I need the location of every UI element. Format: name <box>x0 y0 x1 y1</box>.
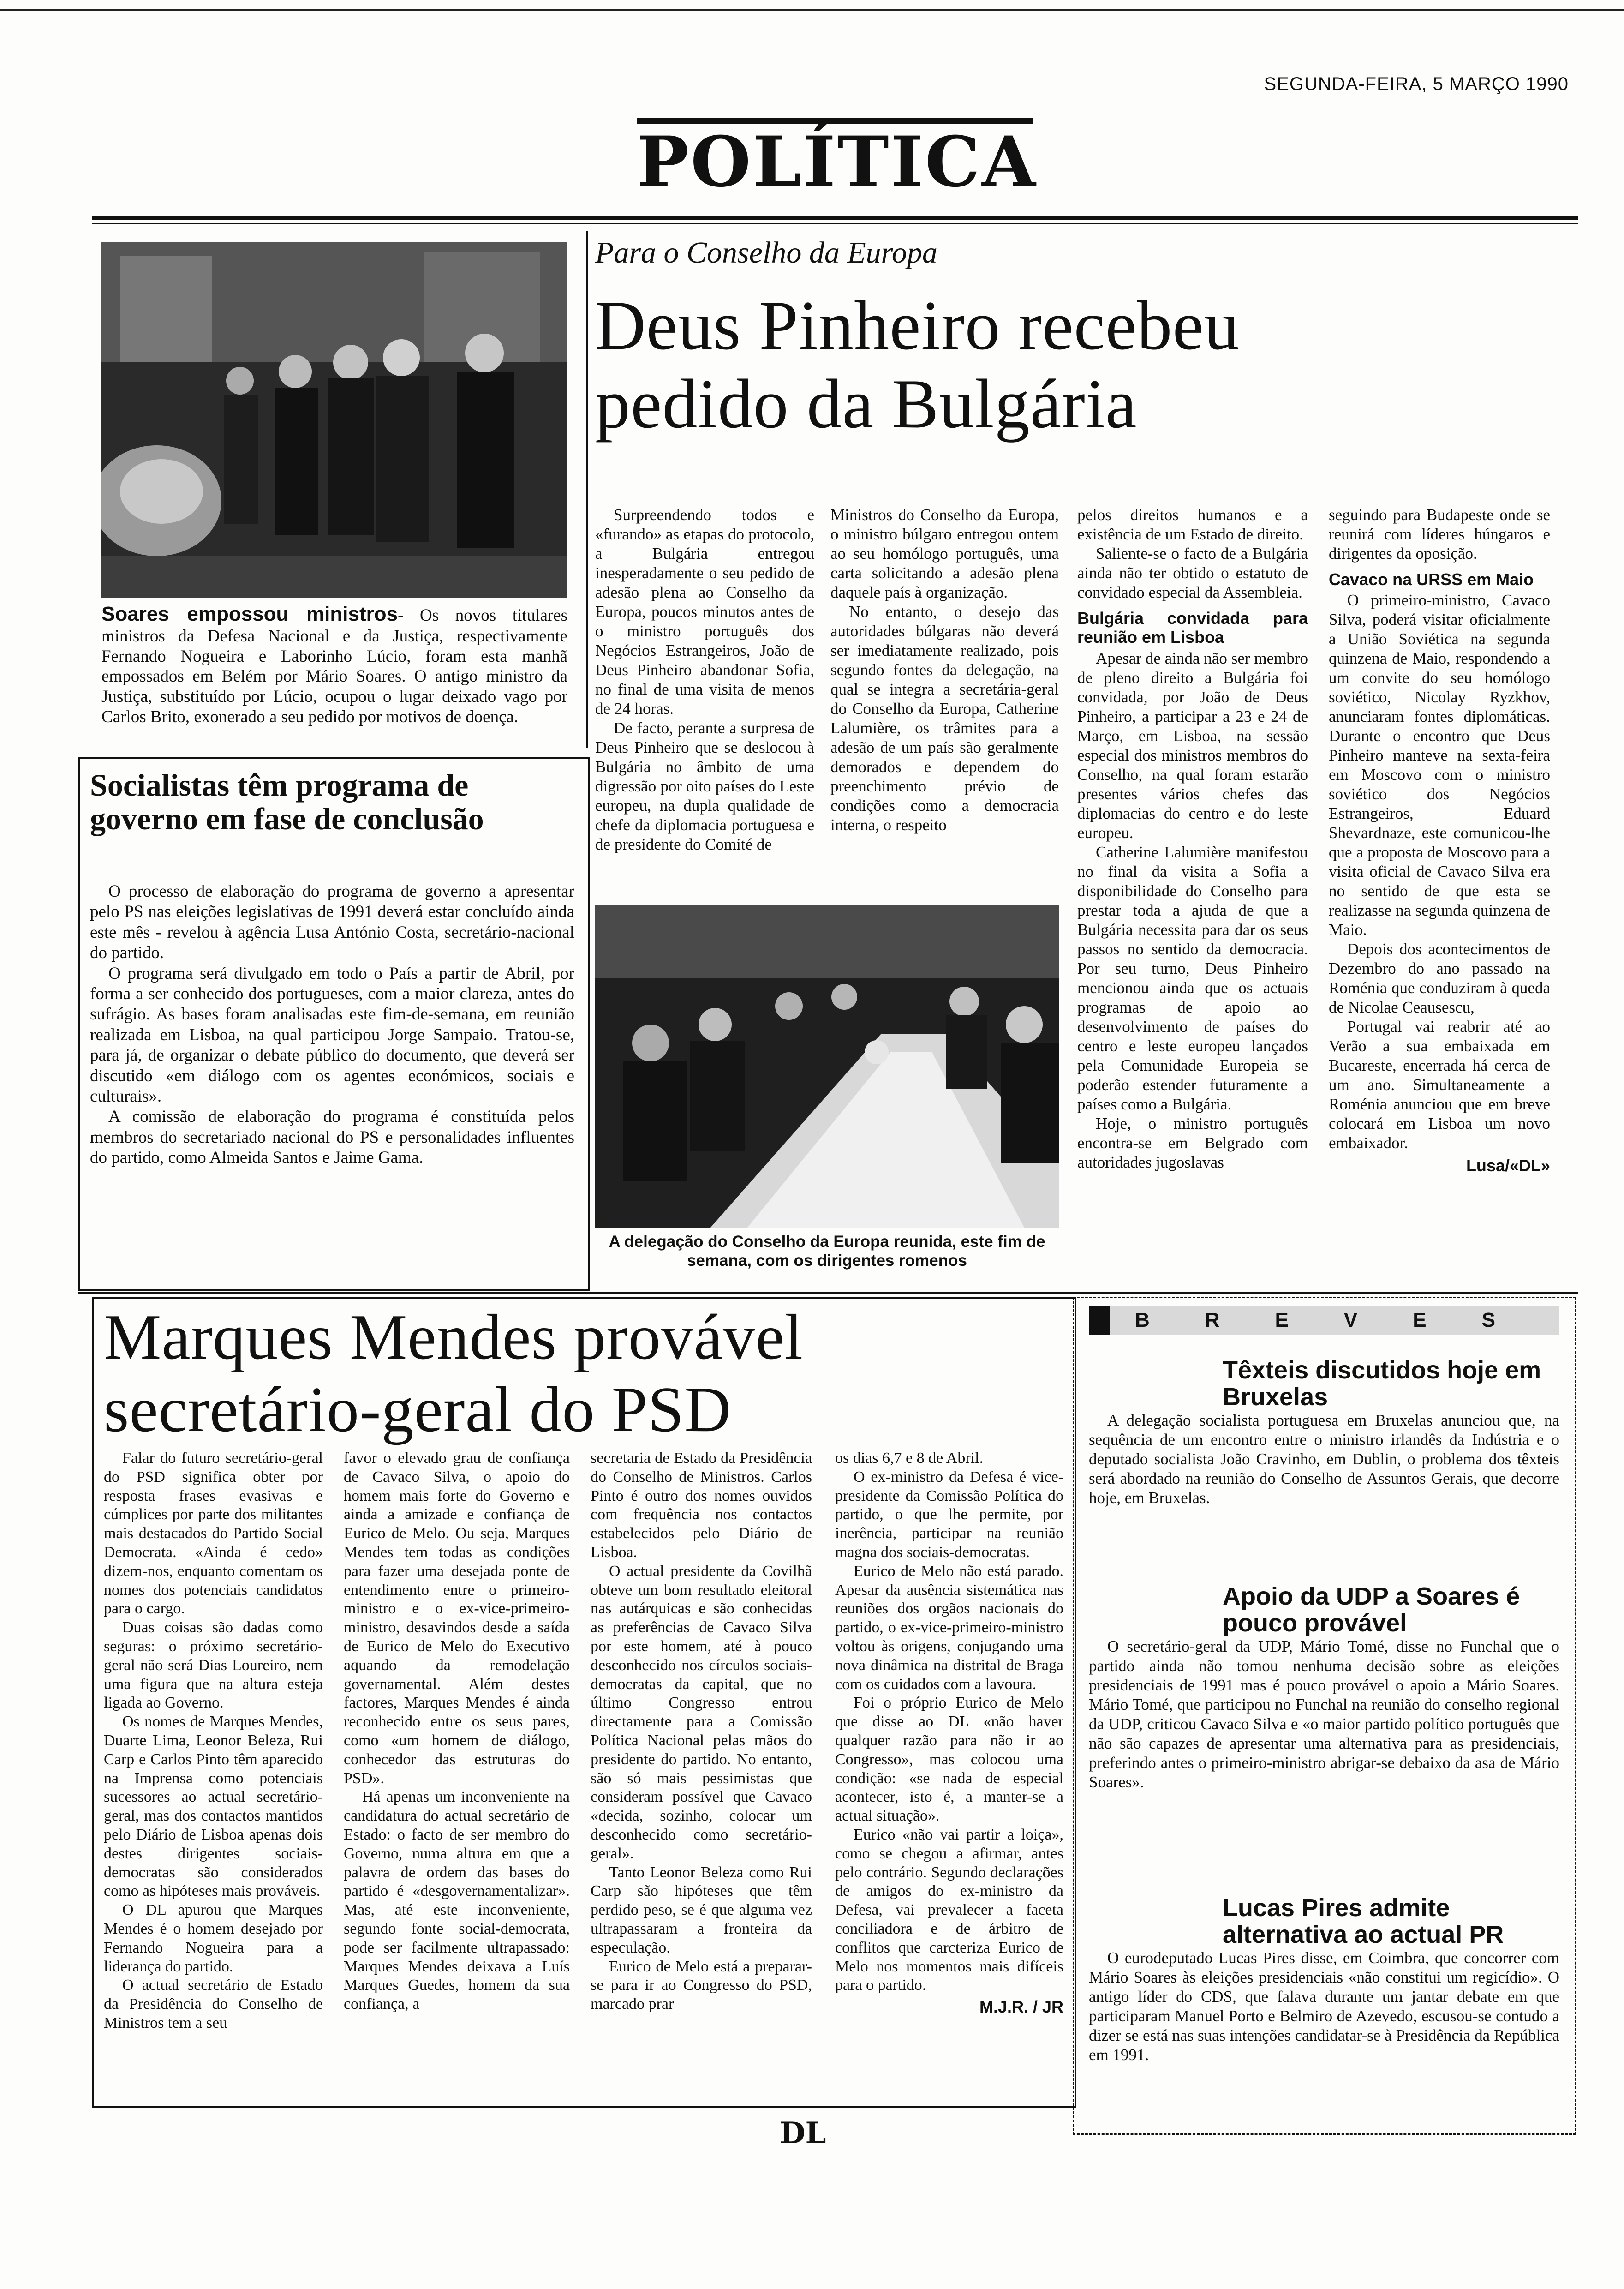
main-signature: Lusa/«DL» <box>1466 1156 1550 1175</box>
main-col3-p3: Apesar de ainda não ser membro de pleno direito a Bulgária foi convidada, por João de Deus Pinheiro, a participar a 23 e 24 de Março, em Lisboa, na sessão especial dos ministros membros do Conselho, na qual foram estarão presentes vários chefes das diplomacias do centro e do leste europeu. <box>1077 649 1308 842</box>
caption-title: Soares empossou ministros <box>102 603 398 625</box>
main-col3-p1: pelos direitos humanos e a existência de um Estado de direito. <box>1077 506 1308 543</box>
mendes-headline-line2: secretário-geral do PSD <box>104 1373 732 1445</box>
socialistas-p1: O processo de elaboração do programa de governo a apresentar pelo PS nas eleições legislativas de 1991 deverá estar concluído ainda este mês - revelou à agência Lusa António Costa, secretário-nacional do partido. <box>90 882 574 963</box>
header-rule-thin <box>92 223 1578 224</box>
main-col3-p4: Catherine Lalumière manifestou no final da visita a Sofia a disponibilidade do Conselho para prestar toda a ajuda de que a Bulgária necessita para dar os seus passos no sentido da democracia. Por seu turno, Deus Pinheiro mencionou ainda que os actuais programas de apoio ao desenvolvimento de países do centro e leste europeu lançados pela Comunidade Europeia se poderão estender futuramente a países como a Bulgária. <box>1077 843 1308 1113</box>
main-col1 <box>595 505 814 854</box>
socialistas-p2: O programa será divulgado em todo o País a partir de Abril, por forma a ser conhecido dos portugueses, com a maior clareza, antes do sufrágio. As bases foram analisadas este fim-de-semana, em reunião realizada em Lisboa, na qual participou Jorge Sampaio. Tratou-se, para já, de organizar o debate público do documento, que deverá ser discutido «em diálogo com os agentes económicos, sociais e culturais». <box>90 964 574 1106</box>
breve-3-text: O eurodeputado Lucas Pires disse, em Coimbra, que concorrer com Mário Soares às eleições presidenciais «não constitui um regicídio». O antigo líder do CDS, que falava durante um jantar debate em que participaram Manuel Porto e Belmiro de Azevedo, escusou-se contudo a dizer se está nas suas intenções candidatar-se à Presidência da República em 1991. <box>1089 1948 1559 2064</box>
mendes-col3-p3: Tanto Leonor Beleza como Rui Carp são hipóteses que têm perdido peso, se é que alguma vez ultrapassaram a fronteira da especulação. <box>591 1864 812 1956</box>
mendes-col2 <box>344 1449 570 2014</box>
breve-2-title: Apoio da UDP a Soares é pouco provável <box>1223 1582 1520 1637</box>
mendes-signature: M.J.R. / JR <box>979 1997 1063 2017</box>
photo-soares-ministros-image <box>102 242 567 598</box>
mendes-col1-p1: Falar do futuro secretário-geral do PSD significa obter por resposta frases evasivas e cúmplices por parte dos militantes mais destacados do Partido Social Democrata. «Ainda é cedo» dizem-nos, enquanto comentam os nomes dos potenciais candidatos para o cargo. <box>104 1450 323 1618</box>
mendes-col1 <box>104 1449 323 2033</box>
bottom-section-rule <box>78 1292 1578 1294</box>
photo-soares-ministros <box>102 242 567 598</box>
section-title: POLÍTICA <box>637 118 1033 199</box>
main-headline <box>595 286 1573 443</box>
mendes-col3-p1: secretaria de Estado da Presidência do Conselho de Ministros. Carlos Pinto é outro dos nomes ouvidos com frequência nos contactos estabelecidos pelo Diário de Lisboa. <box>591 1450 812 1561</box>
mendes-headline-line1: Marques Mendes provável <box>104 1301 803 1373</box>
mendes-col1-p2: Duas coisas são dadas como seguras: o próximo secretário-geral não será Dias Loureiro, nem uma figura que na altura esteja ligada ao Governo. <box>104 1619 323 1712</box>
main-col4-p3: Depois dos acontecimentos de Dezembro do ano passado na Roménia que conduziram à queda de Nicolae Ceausescu, <box>1329 940 1550 1017</box>
mendes-col1-p4: O DL apurou que Marques Mendes é o homem desejado por Fernando Nogueira para a liderança do partido. <box>104 1901 323 1975</box>
breve-item-3 <box>1089 1894 1559 2065</box>
main-col2-p1: Ministros do Conselho da Europa, o ministro búlgaro entregou ontem ao seu homólogo português, uma carta solicitando a adesão plena daquele país à organização. <box>830 506 1059 601</box>
main-col4-subhead: Cavaco na URSS em Maio <box>1329 570 1534 589</box>
breves-header: BREVES <box>1135 1309 1551 1331</box>
main-kicker: Para o Conselho da Europa <box>595 236 937 270</box>
main-col2 <box>830 505 1059 835</box>
mendes-col4-p1: os dias 6,7 e 8 de Abril. <box>835 1450 984 1467</box>
mendes-col3 <box>591 1449 812 2014</box>
mendes-col1-p5: O actual secretário de Estado da Presidência do Conselho de Ministros tem a seu <box>104 1977 323 2031</box>
breves-header-square <box>1089 1306 1110 1335</box>
main-headline-line1: Deus Pinheiro recebeu <box>595 287 1240 364</box>
breve-1-title: Têxteis discutidos hoje em Bruxelas <box>1223 1356 1541 1411</box>
main-col4 <box>1329 505 1550 1176</box>
mendes-col4-p4: Foi o próprio Eurico de Melo que disse ao DL «não haver qualquer razão para não ir ao Congresso», mas colocou uma condição: «se nada de especial acontecer, isto é, a manter-se a actual situação». <box>835 1694 1063 1825</box>
mendes-headline <box>104 1301 1063 1446</box>
caption-text: - Os novos titulares ministros da Defesa Nacional e da Justiça, respectivamente Fernando Nogueira e Laborinho Lúcio, foram esta manhã empossados em Belém por Mário Soares. O antigo ministro da Justiça, substituído por Lúcio, ocupou o lugar deixado vago por Carlos Brito, exonerado a seu pedido por motivos de doença. <box>102 606 568 726</box>
mendes-col4 <box>835 1449 1063 2017</box>
mendes-col1-p3: Os nomes de Marques Mendes, Duarte Lima, Leonor Beleza, Rui Carp e Carlos Pinto têm aparecido na Imprensa como potenciais sucessores ao actual secretário-geral, mas dos contactos mantidos pelo Diário de Lisboa apenas dois destes dirigentes sociais-democratas são considerados como as hipóteses mais prováveis. <box>104 1713 323 1900</box>
column-rule <box>586 231 588 748</box>
socialistas-body <box>90 881 574 1168</box>
main-col2-p2: No entanto, o desejo das autoridades búlgaras não deverá ser imediatamente realizado, pois segundo fontes da delegação, na qual se integra a secretária-geral do Conselho da Europa, Catherine Lalumière, os trâmites para a adesão de um país são geralmente demorados e dependem do preenchimento prévio de condições como a democracia interna, o respeito <box>830 603 1059 834</box>
main-col1-p1: Surpreendendo todos e «furando» as etapas do protocolo, a Bulgária entregou inesperadamente o seu pedido de adesão plena ao Conselho da Europa, poucos minutos antes de o ministro português dos Negócios Estrangeiros, João de Deus Pinheiro abandonar Sofia, no final de uma visita de menos de 24 horas. <box>595 506 814 718</box>
photo-delegacao-image <box>595 905 1059 1228</box>
dateline: SEGUNDA-FEIRA, 5 MARÇO 1990 <box>1264 74 1569 94</box>
main-col1-p2: De facto, perante a surpresa de Deus Pinheiro que se deslocou à Bulgária no âmbito de uma digressão por oito países do Leste europeu, na dupla qualidade de chefe da diplomacia portuguesa e de presidente do Comité de <box>595 719 814 853</box>
mendes-col2-p2: Há apenas um inconveniente na candidatura do actual secretário de Estado: o facto de ser membro do Governo, numa altura em que a palavra de ordem das bases do partido é «desgovernamentalizar». Mas, até este inconveniente, segundo fonte social-democrata, pode ser facilmente ultrapassado: Marques Mendes deixava a Luís Marques Guedes, homem da sua confiança, a <box>344 1788 570 2013</box>
mendes-col4-p5: Eurico «não vai partir a loiça», como se chegou a afirmar, antes pelo contrário. Segundo declarações de amigos do ex-ministro da Defesa, vai prevalecer a faceta conciliadora e de árbitro de conflitos que carcteriza Eurico de Melo nos momentos mais difíceis para o partido. <box>835 1826 1063 1994</box>
mendes-col2-p1: favor o elevado grau de confiança de Cavaco Silva, o apoio do homem mais forte do Governo e ainda a amizade e confiança de Eurico de Melo. Ou seja, Marques Mendes tem todas as condições para fazer uma desejada ponte de entendimento entre o primeiro-ministro e o ex-vice-primeiro-ministro, desavindos desde a saída de Eurico de Melo do Executivo aquando da remodelação governamental. Além destes factores, Marques Mendes é ainda reconhecido entre os seus pares, como «um homem de diálogo, conhecedor das estruturas do PSD». <box>344 1450 570 1787</box>
breve-1-text: A delegação socialista portuguesa em Bruxelas anunciou que, na sequência de um encontro entre o ministro irlandês da Indústria e o deputado socialista João Cravinho, em Dublin, o problema dos têxteis será abordado na reunião do Conselho de Assuntos Gerais, que decorre hoje, em Bruxelas. <box>1089 1411 1559 1507</box>
footer-logo: DL <box>780 2116 826 2151</box>
mendes-col3-p4: Eurico de Melo está a preparar-se para ir ao Congresso do PSD, marcado prar <box>591 1958 812 2013</box>
main-col3-p2: Saliente-se o facto de a Bulgária ainda não ter obtido o estatuto de convidado especial da Assembleia. <box>1077 545 1308 601</box>
mendes-col4-p3: Eurico de Melo não está parado. Apesar da ausência sistemática nas reuniões dos orgãos nacionais do partido, o ex-vice-primeiro-ministro voltou às origens, conjugando uma nova dinâmica na distrital de Braga com os cuidados com a lavoura. <box>835 1562 1063 1693</box>
breve-3-title: Lucas Pires admite alternativa ao actual PR <box>1223 1894 1504 1949</box>
top-border <box>0 0 1624 11</box>
socialistas-headline: Socialistas têm programa de governo em fase de conclusão <box>90 767 484 837</box>
breve-item-1 <box>1089 1357 1559 1508</box>
main-col3-p5: Hoje, o ministro português encontra-se em Belgrado com autoridades jugoslavas <box>1077 1114 1308 1171</box>
main-col4-p4: Portugal vai reabrir até ao Verão a sua embaixada em Bucareste, encerrada há cerca de um ano. Simultaneamente a Roménia anunciou que em breve colocará em Lisboa um novo embaixador. <box>1329 1018 1550 1152</box>
breve-2-text: O secretário-geral da UDP, Mário Tomé, disse no Funchal que o partido ainda não tomou nenhuma decisão sobre as eleições presidenciais de 1991 mas é pouco provável o apoio a Mário Soares. Mário Tomé, que participou no Funchal na reunião do conselho regional da UDP, criticou Cavaco Silva e «o maior partido político português que não são capazes de apresentar uma alternativa para as presidenciais, preferindo antes o primeiro-ministro abrigar-se debaixo da asa de Mário Soares». <box>1089 1637 1559 1791</box>
photo-delegacao <box>595 905 1059 1228</box>
main-col3 <box>1077 505 1308 1172</box>
socialistas-p3: A comissão de elaboração do programa é constituída pelos membros do secretariado nacional do PS e personalidades influentes do partido, como Almeida Santos e Jaime Gama. <box>90 1107 574 1168</box>
header-rule <box>92 216 1578 220</box>
main-col4-p2: O primeiro-ministro, Cavaco Silva, poderá visitar oficialmente a União Soviética na segunda quinzena de Maio, respondendo a um convite do seu homólogo soviético, Nicolay Ryzkhov, anunciaram fontes diplomáticas. Durante o encontro que Deus Pinheiro manteve na sexta-feira em Moscovo com o ministro soviético dos Negócios Estrangeiros, Eduard Shevardnaze, este comunicou-lhe que a proposta de Moscovo para a visita oficial de Cavaco Silva era no sentido de que esta se realizasse na segunda quinzena de Maio. <box>1329 591 1550 939</box>
mendes-col3-p2: O actual presidente da Covilhã obteve um bom resultado eleitoral nas autárquicas e são conhecidas as preferências de Cavaco Silva por este homem, até à pouco desconhecido nos círculos sociais-democratas da capital, que no último Congresso entrou directamente para a Comissão Política Nacional pelas mãos do presidente do partido. No entanto, são só mais pessimistas que consideram possível que Cavaco «decida, sozinho, colocar um desconhecido como secretário-geral». <box>591 1562 812 1862</box>
breve-item-2 <box>1089 1583 1559 1792</box>
main-headline-line2: pedido da Bulgária <box>595 365 1137 443</box>
breves-header-bar <box>1089 1306 1559 1335</box>
photo-caption-soares <box>102 602 567 727</box>
mendes-col4-p2: O ex-ministro da Defesa é vice-presidente da Comissão Política do partido, o que lhe permite, por inerência, participar na reunião magna dos sociais-democratas. <box>835 1468 1063 1561</box>
photo-caption-delegacao: A delegação do Conselho da Europa reunida, este fim de semana, com os dirigentes romenos <box>609 1233 1045 1270</box>
main-col3-subhead: Bulgária convidada para reunião em Lisboa <box>1077 609 1308 647</box>
main-col4-p1: seguindo para Budapeste onde se reunirá com líderes húngaros e dirigentes da oposição. <box>1329 506 1550 563</box>
